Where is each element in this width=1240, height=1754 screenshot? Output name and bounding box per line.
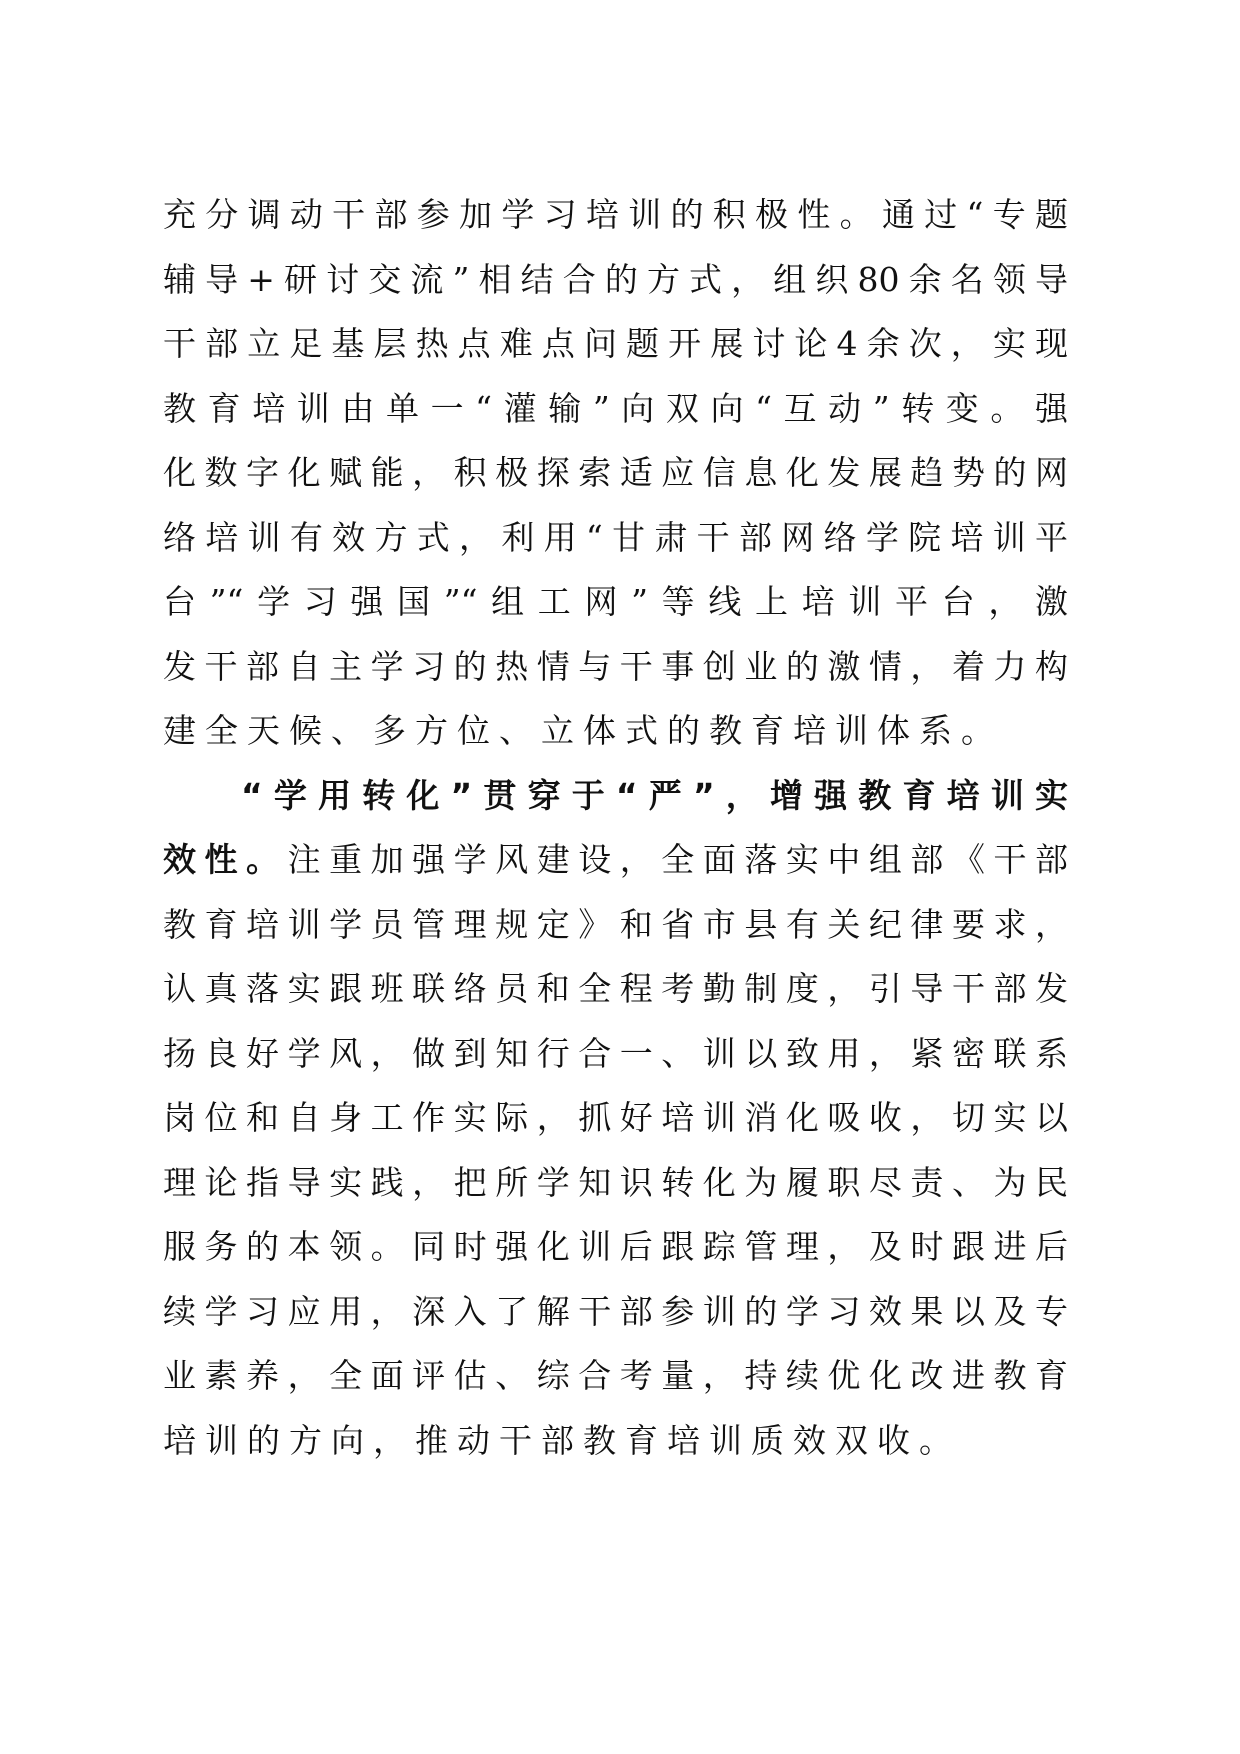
- paragraph-line: 培训的方向，推动干部教育培训质效双收。: [163, 1420, 961, 1460]
- body-text: [163, 183, 1068, 1473]
- paragraph-line: 续学习应用，深入了解干部参训的学习效果以及专: [163, 1291, 1068, 1331]
- paragraph-line: 扬良好学风，做到知行合一、训以致用，紧密联系: [163, 1033, 1068, 1073]
- paragraph-line: 理论指导实践，把所学知识转化为履职尽责、为民: [163, 1162, 1068, 1202]
- paragraph-line: 认真落实跟班联络员和全程考勤制度，引导干部发: [163, 969, 1068, 1008]
- paragraph-line: 发干部自主学习的热情与干事创业的激情，着力构: [163, 646, 1068, 686]
- paragraph-line-rest: 注重加强学风建设，全面落实中组部《干部: [287, 840, 1068, 879]
- paragraph-line: 教育培训学员管理规定》和省市县有关纪律要求，: [163, 904, 1068, 944]
- paragraph-line: 台”“学习强国”“组工网”等线上培训平台，激: [163, 582, 1068, 621]
- paragraph-line: [163, 828, 1068, 893]
- paragraph-line: 建全天候、多方位、立体式的教育培训体系。: [163, 711, 1003, 750]
- paragraph-line: 辅导+研讨交流”相结合的方式，组织80余名领导: [163, 259, 1068, 299]
- paragraph-line: 服务的本领。同时强化训后跟踪管理，及时跟进后: [163, 1227, 1068, 1266]
- paragraph-line: 干部立足基层热点难点问题开展讨论4余次，实现: [163, 324, 1068, 363]
- paragraph-1: [163, 183, 1068, 764]
- paragraph-2: [163, 764, 1068, 1474]
- paragraph-line: 业素养，全面评估、综合考量，持续优化改进教育: [163, 1356, 1068, 1395]
- paragraph-line: 络培训有效方式，利用“甘肃干部网络学院培训平: [163, 517, 1068, 557]
- paragraph-line: 化数字化赋能，积极探索适应信息化发展趋势的网: [163, 453, 1068, 492]
- paragraph-line: 教育培训由单一“灌输”向双向“互动”转变。强: [163, 388, 1068, 428]
- section-heading-end: 效性。: [163, 840, 288, 879]
- section-heading: “学用转化”贯穿于“严”，增强教育培训实: [241, 775, 1068, 815]
- paragraph-line: 岗位和自身工作实际，抓好培训消化吸收，切实以: [163, 1098, 1068, 1137]
- paragraph-line: 充分调动干部参加学习培训的积极性。通过“专题: [163, 195, 1068, 234]
